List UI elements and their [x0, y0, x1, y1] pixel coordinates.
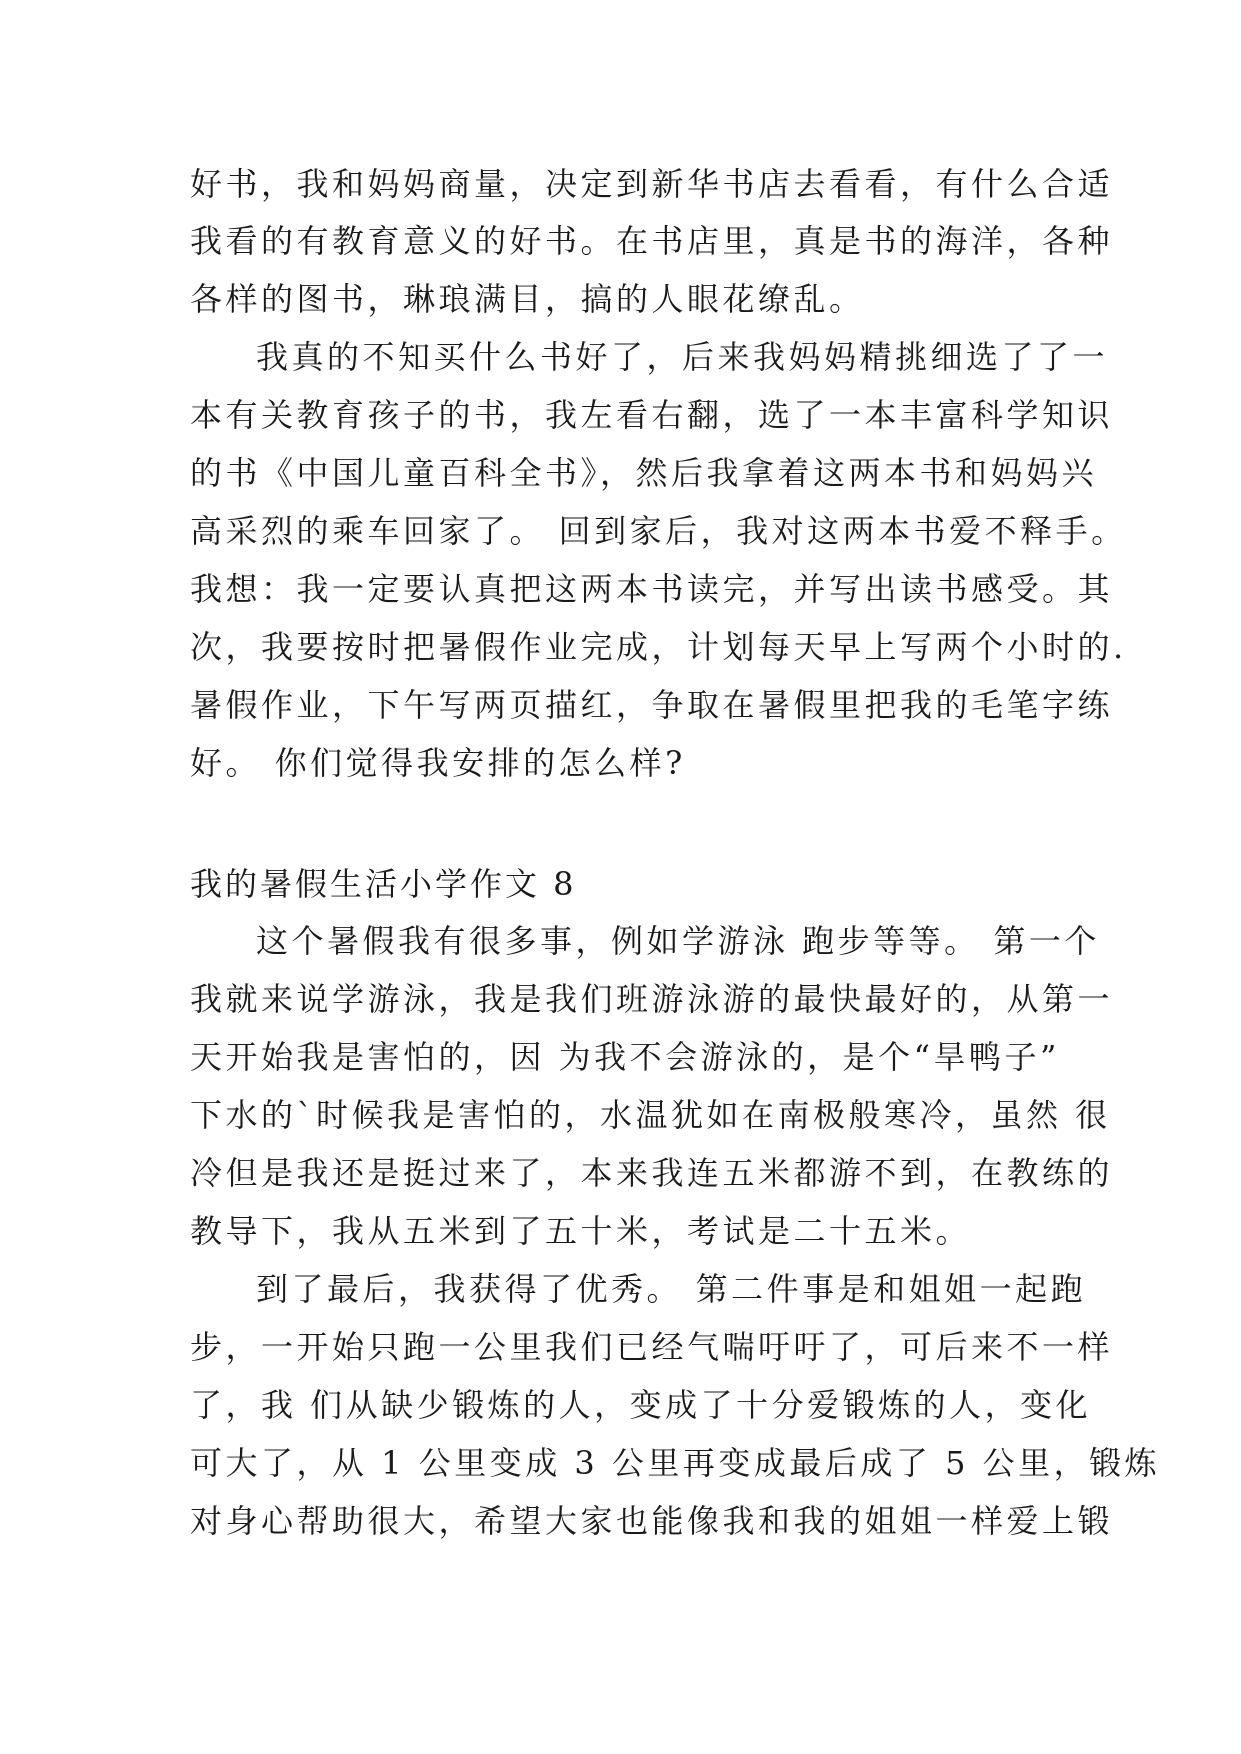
section-title: 我的暑假生活小学作文 8 [190, 865, 577, 903]
text-line: 可大了，从 1 公里变成 3 公里再变成最后成了 5 公里，锻炼 [190, 1444, 1161, 1482]
text-line: 下水的`时候我是害怕的，水温犹如在南极般寒冷，虽然 很 [190, 1096, 1111, 1134]
text-line: 教导下，我从五米到了五十米，考试是二十五米。 [190, 1212, 972, 1250]
text-line: 对身心帮助很大，希望大家也能像我和我的姐姐一样爱上锻 [190, 1502, 1114, 1540]
text-line: 各样的图书，琳琅满目，搞的人眼花缭乱。 [190, 280, 865, 318]
text-line: 好书，我和妈妈商量，决定到新华书店去看看，有什么合适 [190, 165, 1114, 203]
text-line: 我真的不知买什么书好了，后来我妈妈精挑细选了了一 [256, 338, 1109, 376]
text-line: 冷但是我还是挺过来了，本来我连五米都游不到，在教练的 [190, 1154, 1114, 1192]
text-line: 好。 你们觉得我安排的怎么样? [190, 744, 686, 782]
text-line: 本有关教育孩子的书，我左看右翻，选了一本丰富科学知识 [190, 396, 1114, 434]
text-line: 了，我 们从缺少锻炼的人，变成了十分爱锻炼的人，变化 [190, 1386, 1092, 1424]
text-line: 我就来说学游泳，我是我们班游泳游的最快最好的，从第一 [190, 980, 1114, 1018]
text-line: 的书《中国儿童百科全书》，然后我拿着这两本书和妈妈兴 [190, 454, 1098, 492]
text-line: 暑假作业，下午写两页描红，争取在暑假里把我的毛笔字练 [190, 686, 1114, 724]
text-line: 高采烈的乘车回家了。 回到家后，我对这两本书爱不释手。 [190, 512, 1127, 550]
text-line: 到了最后，我获得了优秀。 第二件事是和姐姐一起跑 [256, 1270, 1087, 1308]
text-line: 这个暑假我有很多事，例如学游泳 跑步等等。 第一个 [256, 922, 1100, 960]
text-line: 次，我要按时把暑假作业完成，计划每天早上写两个小时的. [190, 628, 1127, 666]
text-line: 天开始我是害怕的，因 为我不会游泳的，是个“旱鸭子” [190, 1038, 1060, 1076]
text-line: 步，一开始只跑一公里我们已经气喘吁吁了，可后来不一样 [190, 1328, 1114, 1366]
text-line: 我想：我一定要认真把这两本书读完，并写出读书感受。其 [190, 570, 1114, 608]
text-line: 我看的有教育意义的好书。在书店里，真是书的海洋，各种 [190, 222, 1114, 260]
